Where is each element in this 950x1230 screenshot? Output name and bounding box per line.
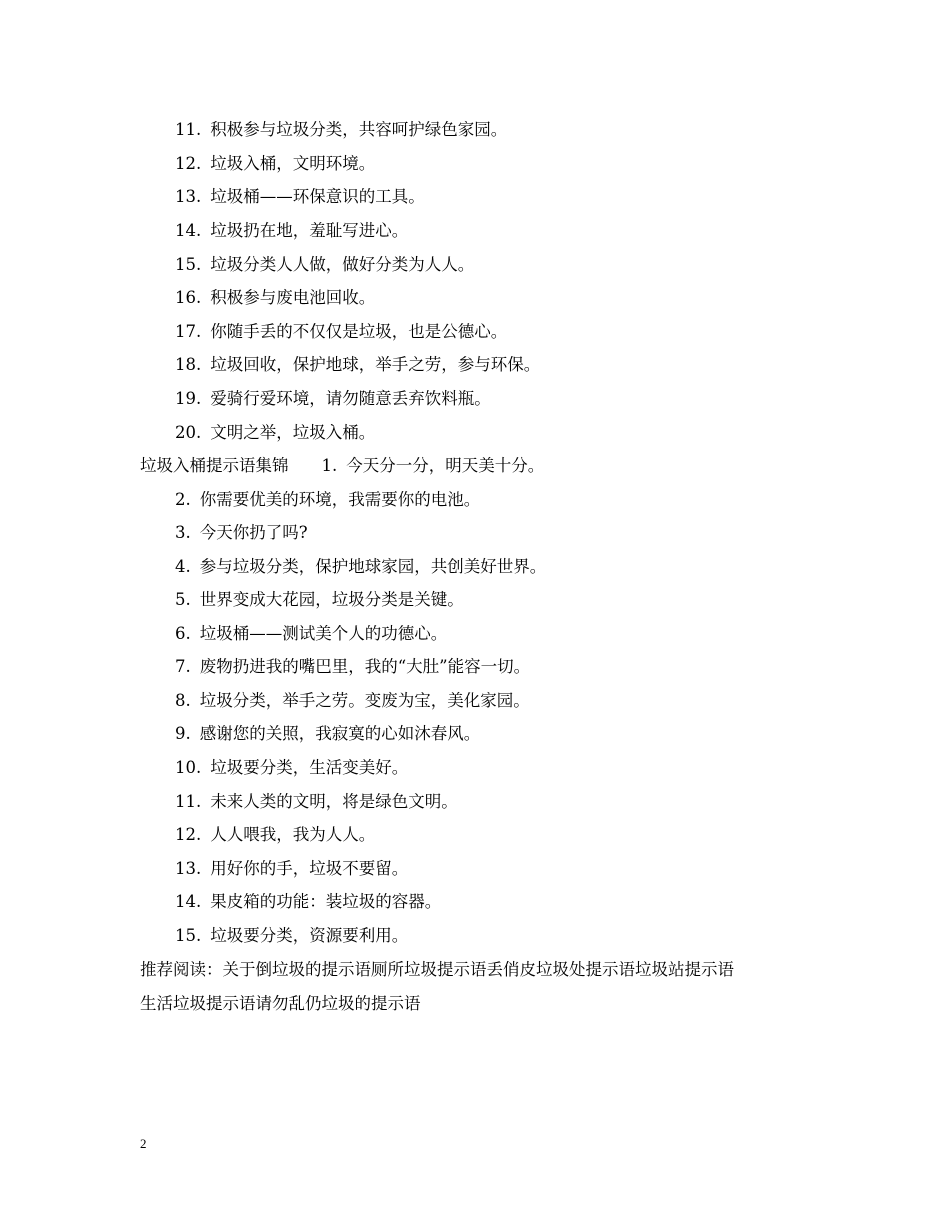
list-item-number: 12.: [175, 825, 202, 844]
list-item: [175, 925, 408, 947]
list-item: [175, 824, 375, 846]
list-item-text: 你随手丢的不仅仅是垃圾，也是公德心。: [210, 322, 508, 341]
list-item-text: 文明之举，垃圾入桶。: [210, 423, 376, 442]
list-item-text: 垃圾入桶，文明环境。: [210, 154, 376, 173]
list-item-text: 你需要优美的环境，我需要你的电池。: [199, 490, 481, 509]
list-item-number: 7.: [175, 657, 191, 676]
list-item: [175, 489, 480, 511]
list-item-text: 积极参与垃圾分类，共容呵护绿色家园。: [210, 120, 508, 139]
recommended-reading-line-2: 生活垃圾提示语请勿乱仍垃圾的提示语: [140, 994, 421, 1013]
list-item-number: 13.: [175, 187, 202, 206]
list-item-text: 垃圾分类，举手之劳。变废为宝，美化家园。: [199, 691, 530, 710]
list-item-text: 垃圾分类人人做，做好分类为人人。: [210, 255, 475, 274]
list-item: [175, 254, 474, 276]
list-item-number: 3.: [175, 523, 191, 542]
list-item-text: 垃圾回收，保护地球，举手之劳，参与环保。: [210, 355, 541, 374]
page-number: 2: [140, 1136, 147, 1151]
list-item-number: 12.: [175, 154, 202, 173]
list-item: [175, 522, 308, 544]
list-item: [175, 556, 546, 578]
list-item-number: 4.: [175, 557, 191, 576]
list-item: [175, 153, 375, 175]
list-item-number: 6.: [175, 624, 191, 643]
list-item-text: 垃圾桶——环保意识的工具。: [210, 187, 425, 206]
list-item: [175, 354, 540, 376]
list-item: [175, 791, 458, 813]
list-item: [175, 723, 480, 745]
list-item: [175, 757, 408, 779]
list-item: [175, 589, 464, 611]
list-item: [175, 690, 530, 712]
list-item-text: 未来人类的文明，将是绿色文明。: [210, 792, 458, 811]
list-item: [175, 422, 375, 444]
list-item: [175, 186, 425, 208]
list-item-number: 5.: [175, 590, 191, 609]
list-item-number: 15.: [175, 926, 202, 945]
list-item-number: 18.: [175, 355, 202, 374]
list-item-text: 果皮箱的功能：装垃圾的容器。: [210, 892, 442, 911]
list-item: [175, 220, 408, 242]
list-item-number: 11.: [175, 792, 202, 811]
list-item-number: 2.: [175, 490, 191, 509]
list-item-text: 垃圾要分类，生活变美好。: [210, 758, 409, 777]
list-item-text: 今天分一分，明天美十分。: [346, 456, 545, 475]
list-item: [175, 891, 441, 913]
section-heading-line: [140, 455, 544, 477]
list-item-text: 积极参与废电池回收。: [210, 288, 376, 307]
list-item-text: 垃圾桶——测试美个人的功德心。: [199, 624, 448, 643]
list-item: [175, 287, 375, 309]
list-item: [175, 388, 491, 410]
list-item-number: 19.: [175, 389, 202, 408]
list-item-text: 垃圾扔在地，羞耻写进心。: [210, 221, 409, 240]
section-heading: 垃圾入桶提示语集锦: [140, 456, 289, 475]
list-item-text: 今天你扔了吗?: [199, 523, 308, 542]
list-item: [175, 321, 507, 343]
list-item-number: 9.: [175, 724, 191, 743]
list-item-text: 人人喂我，我为人人。: [210, 825, 376, 844]
list-item-text: 垃圾要分类，资源要利用。: [210, 926, 409, 945]
list-item-text: 参与垃圾分类，保护地球家园，共创美好世界。: [199, 557, 547, 576]
list-item: [175, 119, 507, 141]
list-item-text: 用好你的手，垃圾不要留。: [210, 859, 409, 878]
list-item-number: 11.: [175, 120, 202, 139]
list-item-number: 14.: [175, 892, 202, 911]
list-item: [175, 656, 530, 678]
recommended-reading-line-1: 推荐阅读：关于倒垃圾的提示语厕所垃圾提示语丢俏皮垃圾处提示语垃圾站提示语: [140, 960, 734, 979]
list-item-number: 8.: [175, 691, 191, 710]
list-item-number: 1.: [321, 456, 338, 475]
list-item: [175, 858, 408, 880]
list-item-number: 20.: [175, 423, 202, 442]
list-item-text: 废物扔进我的嘴巴里，我的“大肚”能容一切。: [199, 657, 531, 676]
list-item-number: 13.: [175, 859, 202, 878]
list-item-number: 16.: [175, 288, 202, 307]
list-item: [175, 623, 447, 645]
list-item-number: 10.: [175, 758, 202, 777]
list-item-number: 15.: [175, 255, 202, 274]
list-item-number: 14.: [175, 221, 202, 240]
list-item-text: 世界变成大花园，垃圾分类是关键。: [199, 590, 464, 609]
list-item-number: 17.: [175, 322, 202, 341]
list-item-text: 爱骑行爱环境，请勿随意丢弃饮料瓶。: [210, 389, 491, 408]
list-item-text: 感谢您的关照，我寂寞的心如沐春风。: [199, 724, 481, 743]
